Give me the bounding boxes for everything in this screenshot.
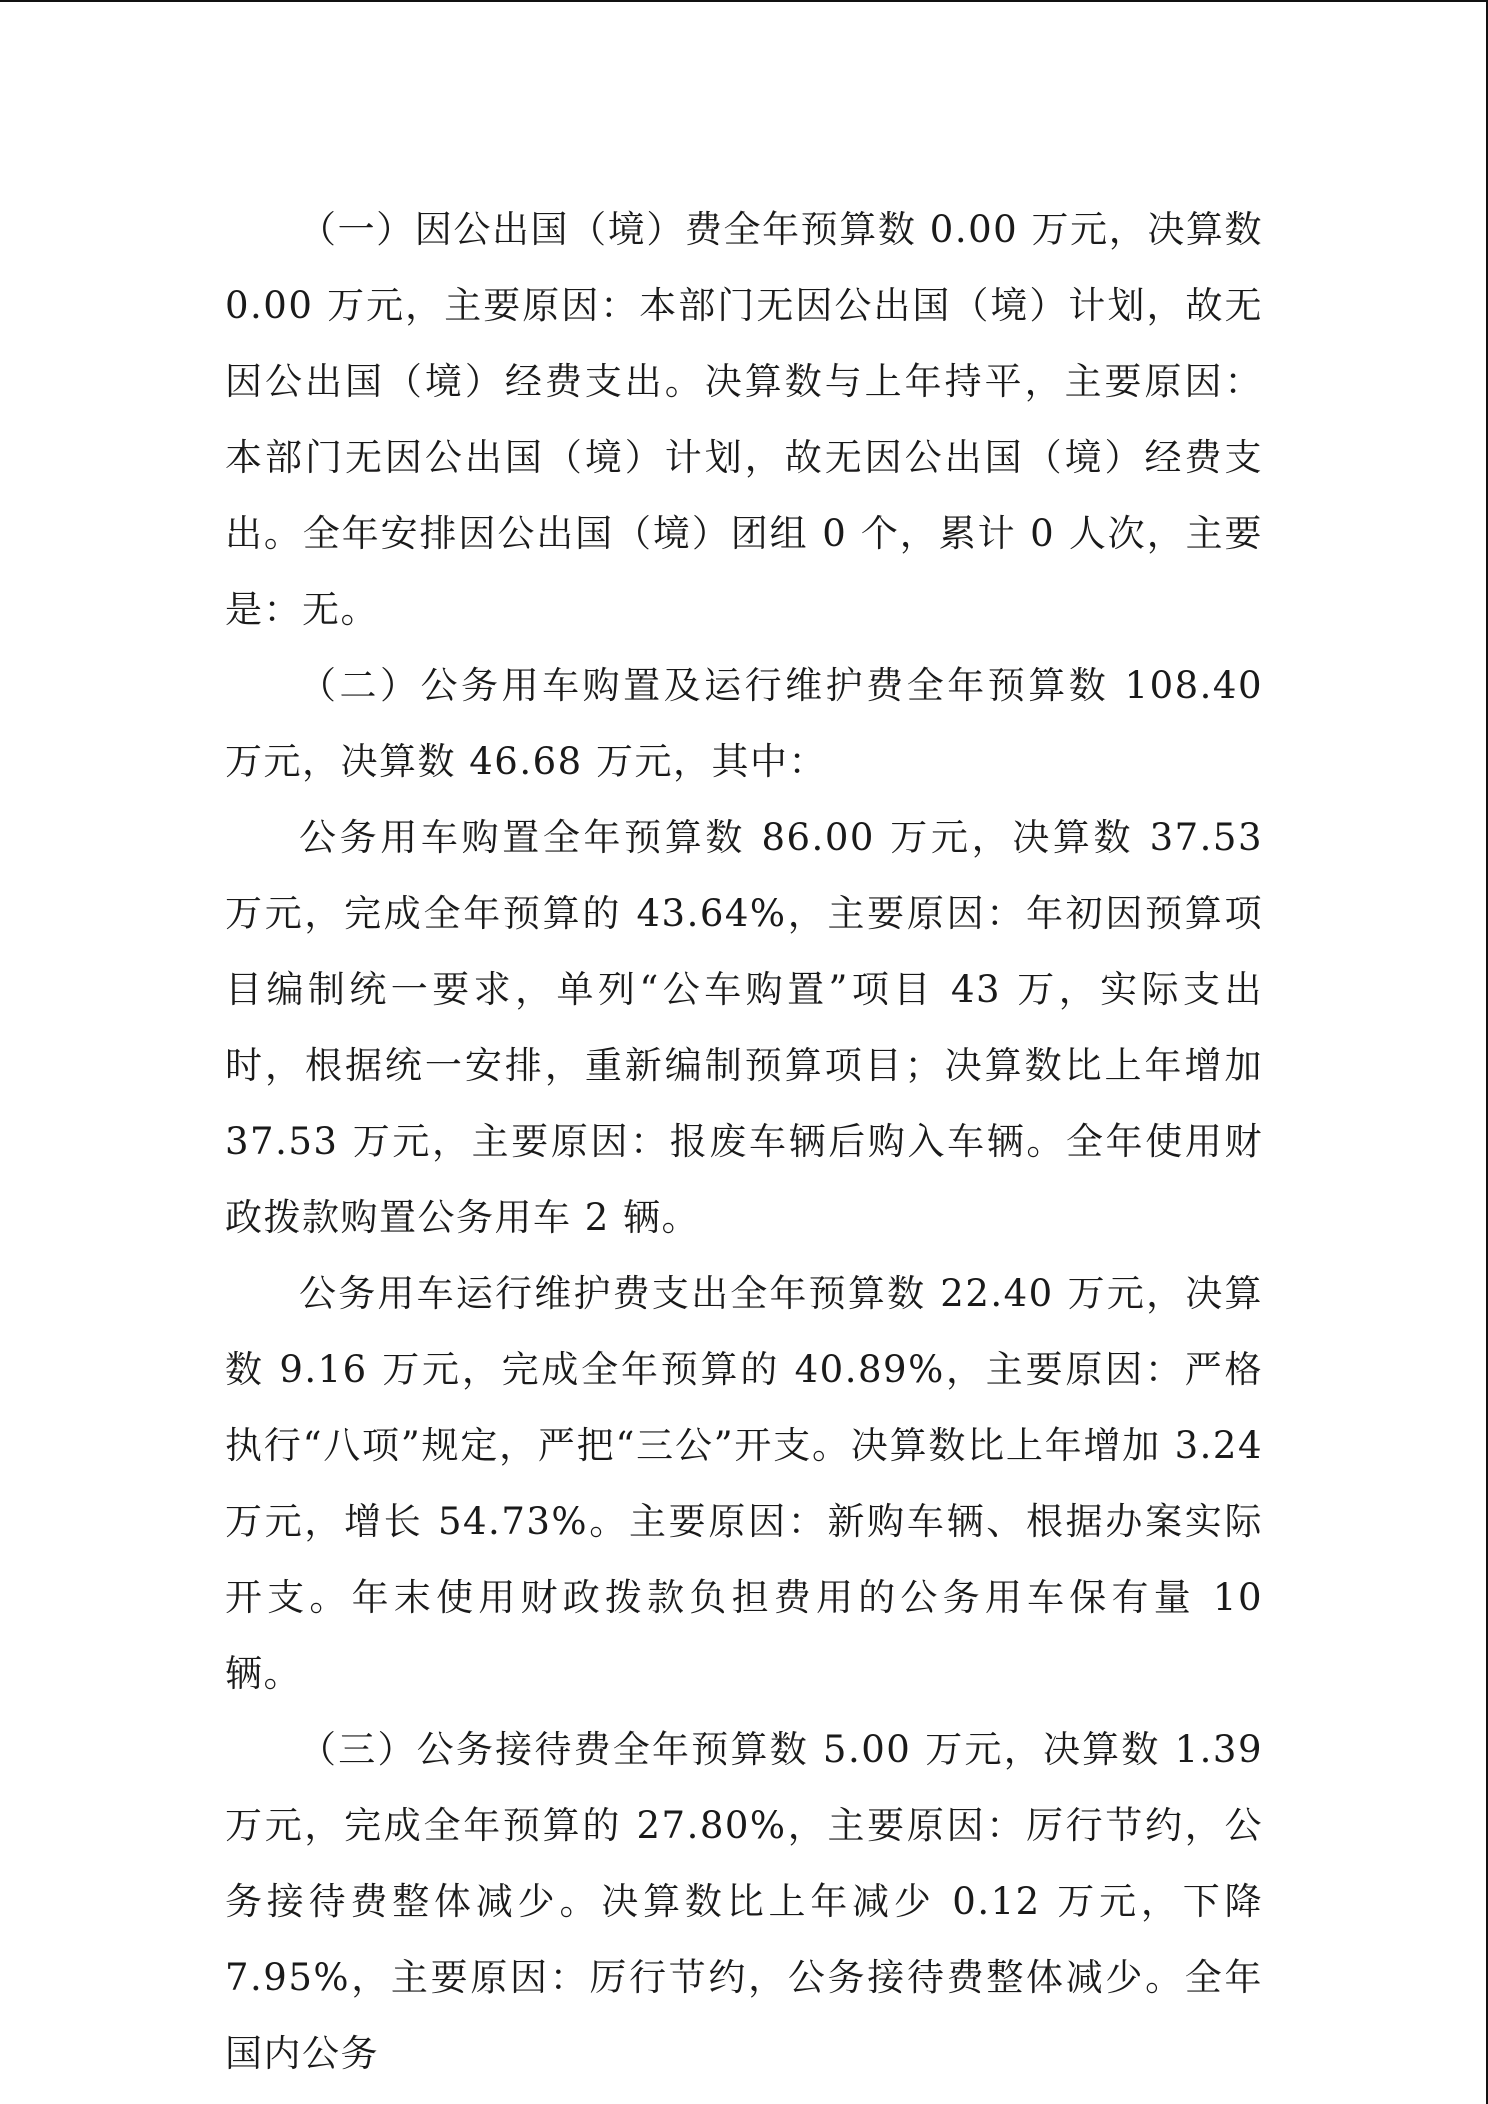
paragraph-vehicle-operation: 公务用车运行维护费支出全年预算数 22.40 万元，决算数 9.16 万元，完成全年预算的 40.89%，主要原因：严格执行“八项”规定，严把“三公”开支。决算数比上年增加 3.24 万元，增长 54.73%。主要原因：新购车辆、根据办案实际开支。年末使用财政拨款负担费用的公务用车保有量 10 辆。 — [225, 1272, 1263, 1695]
paragraph-vehicle-purchase: 公务用车购置全年预算数 86.00 万元，决算数 37.53 万元，完成全年预算的 43.64%，主要原因：年初因预算项目编制统一要求，单列“公车购置”项目 43 万，实际支出时，根据统一安排，重新编制预算项目；决算数比上年增加 37.53 万元，主要原因：报废车辆后购入车辆。全年使用财政拨款购置公务用车 2 辆。 — [225, 816, 1263, 1239]
paragraph-overseas-travel-expense: （一）因公出国（境）费全年预算数 0.00 万元，决算数 0.00 万元，主要原因：本部门无因公出国（境）计划，故无因公出国（境）经费支出。决算数与上年持平，主要原因：本部门无因公出国（境）计划，故无因公出国（境）经费支出。全年安排因公出国（境）团组 0 个，累计 0 人次，主要是：无。 — [225, 208, 1263, 631]
document-body — [225, 192, 1263, 2092]
paragraph-official-reception: （三）公务接待费全年预算数 5.00 万元，决算数 1.39 万元，完成全年预算的 27.80%，主要原因：厉行节约，公务接待费整体减少。决算数比上年减少 0.12 万元，下降 7.95%，主要原因：厉行节约，公务接待费整体减少。全年国内公务 — [225, 1728, 1263, 2075]
paragraph-official-vehicle-summary: （二）公务用车购置及运行维护费全年预算数 108.40 万元，决算数 46.68 万元，其中： — [225, 664, 1263, 783]
